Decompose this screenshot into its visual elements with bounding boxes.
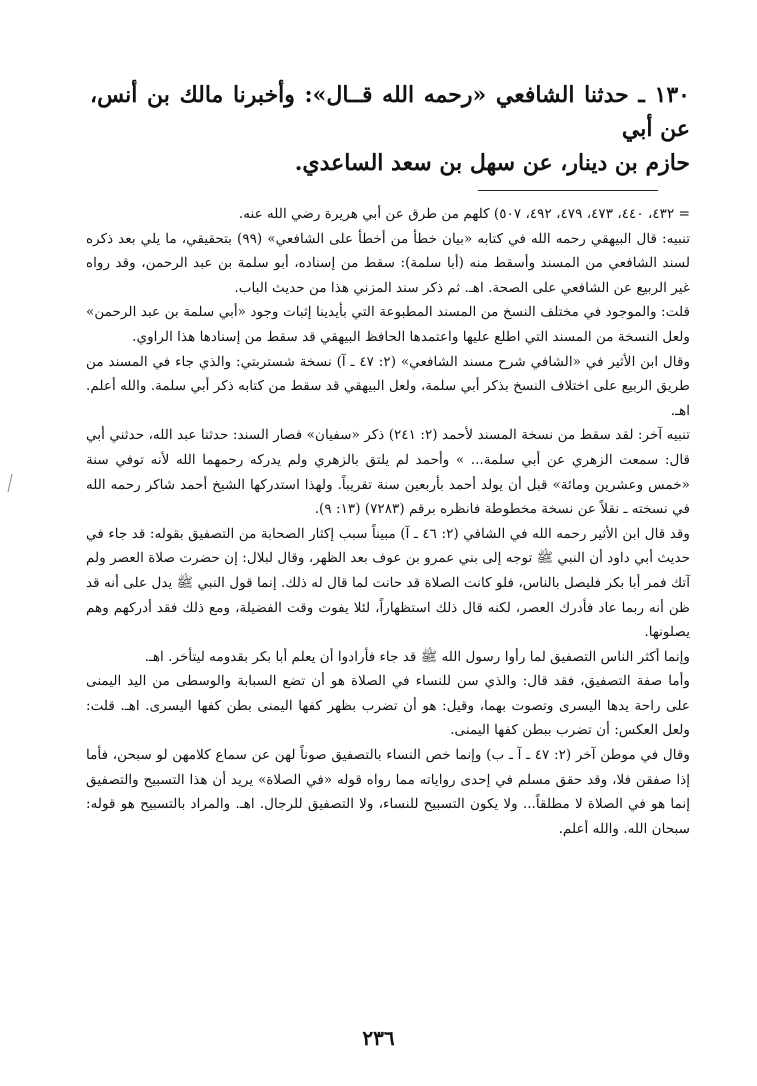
hadith-line: ١٣٠ ـ حدثنا الشافعي «رحمه الله قــال»: وأخبرنا مالك بن أنس، عن أبي (90, 82, 690, 142)
footnote-paragraph: قلت: والموجود في مختلف النسخ من المسند المطبوعة التي بأيدينا إثبات وجود «أبي سلمة بن عبد الرحمن» ولعل النسخة من المسند التي اطلع عليها واعتمدها الحافظ البيهقي قد سقط من إسنادها هذا الراوي. (86, 304, 690, 345)
footnote-paragraph: وأما صفة التصفيق، فقد قال: والذي سن للنساء في الصلاة هو أن تضع السبابة والوسطى من اليد اليمنى على راحة يدها اليسرى وتصوت بهما، وقيل: هو أن تضرب بظهر كفها اليمنى بطن كفها اليسرى. اهـ. قلت: ولعل العكس: أن تضرب ببطن كفها اليمنى. (86, 673, 690, 739)
hadith-text (90, 78, 690, 180)
footnote-separator (478, 190, 658, 191)
page-number: ٢٣٦ (362, 1026, 395, 1050)
footnote-paragraph: وقال ابن الأثير في «الشافي شرح مسند الشافعي» (٢: ٤٧ ـ آ) نسخة شستربتي: والذي جاء في المسند من طريق الربيع على اختلاف النسخ بذكر أبي سلمة، ولعل البيهقي قد سقط من كتابه ذكر أبي سلمة. والله أعلم. اهـ. (86, 353, 691, 419)
margin-pencil-mark (5, 472, 15, 494)
footnote-paragraph: = ٤٣٢، ٤٤٠، ٤٧٣، ٤٧٩، ٤٩٢، ٥٠٧) كلهم من طرق عن أبي هريرة رضي الله عنه. (238, 206, 690, 222)
footnote-paragraph: وقد قال ابن الأثير رحمه الله في الشافي (٢: ٤٦ ـ آ) مبيناً سبب إكثار الصحابة من التصفيق بقوله: قد جاء في حديث أبي داود أن النبي ﷺ توجه إلى بني عمرو بن عوف بعد الظهر، وقال لبلال: إن حضرت صلاة العصر ولم آتك فمر أبا بكر فليصل بالناس، فلو كانت الصلاة قد حانت لما قال له ذلك. إنما قول النبي ﷺ يدل على أنه قد ظن أنه ربما عاد فأدرك العصر، لكنه قال ذلك استظهاراً، لئلا يفوت وقت الفضيلة، ومع ذلك فقد أدركهم وهم يصلونها. (86, 525, 690, 641)
footnotes (86, 202, 690, 841)
footnote-paragraph: تنبيه آخر: لقد سقط من نسخة المسند لأحمد (٢: ٢٤١) ذكر «سفيان» فصار السند: حدثنا عبد الله، حدثني أبي قال: سمعت الزهري عن أبي سلمة... » وأحمد لم يلتق بالزهري ولم يدركه رحمهما الله لأنه توفي سنة «خمس وعشرين ومائة» قبل أن يولد أحمد بأربعين سنة تقريباً. ولهذا استدركها الشيخ أحمد شاكر رحمه الله في نسخته ـ نقلاً عن نسخة مخطوطة فانظره برقم (٧٢٨٣) (١٣: ٩). (86, 427, 690, 518)
footnote-paragraph: وقال في موطن آخر (٢: ٤٧ ـ آ ـ ب) وإنما خص النساء بالتصفيق صوناً لهن عن سماع كلامهن لو سبحن، فأما إذا صفقن فلا، وقد حقق مسلم في إحدى رواياته مما رواه قوله «في الصلاة» يريد أن هذا التسبيح والتصفيق إنما هو في الصلاة لا مطلقاً... ولا يكون التسبيح للنساء، ولا التصفيق للرجال. اهـ. والمراد بالتسبيح هو قوله: سبحان الله. والله أعلم. (86, 747, 690, 837)
hadith-line: حازم بن دينار، عن سهل بن سعد الساعدي. (294, 150, 690, 176)
footnote-paragraph: وإنما أكثر الناس التصفيق لما رأوا رسول الله ﷺ قد جاء فأرادوا أن يعلم أبا بكر بقدومه ليتأخر. اهـ. (144, 648, 690, 665)
footnote-paragraph: تنبيه: قال البيهقي رحمه الله في كتابه «بيان خطأ من أخطأ على الشافعي» (٩٩) بتحقيقي، ما يلي بعد ذكره لسند الشافعي من المسند وأسقط منه (أبا سلمة): سقط من إسناده، أبو سلمة بن عبد الرحمن، وقد رواه غير الربيع عن الشافعي على الصحة. اهـ. ثم ذكر سند المزني هذا من حديث الباب. (86, 230, 690, 296)
